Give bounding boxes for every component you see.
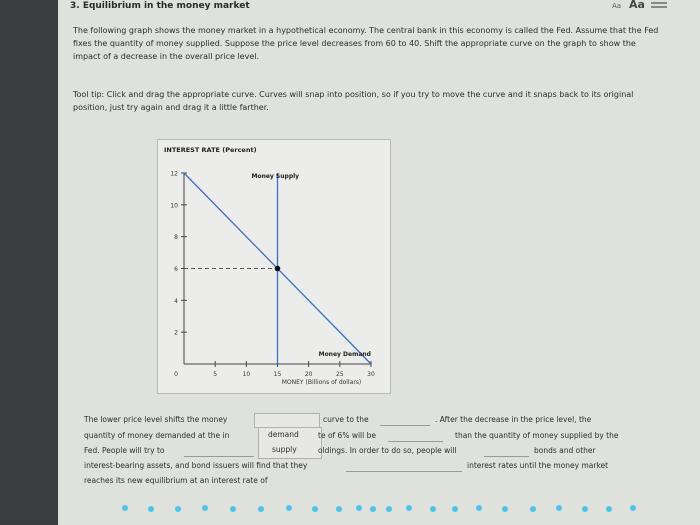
progress-dot	[336, 506, 342, 512]
fill-text-11: interest rates until the money market	[467, 461, 609, 470]
progress-dot	[312, 506, 318, 512]
progress-dot	[556, 505, 562, 511]
progress-dot	[230, 506, 236, 512]
fill-text-5: te of 6% will be	[318, 431, 376, 440]
progress-dot	[356, 505, 362, 511]
option-demand[interactable]: demand	[268, 430, 299, 439]
fill-text-12: reaches its new equilibrium at an interest rate of	[84, 476, 268, 485]
money-supply-label: Money Supply	[251, 173, 300, 180]
y-tick-label-6: 6	[174, 266, 178, 273]
y-tick-label-8: 8	[174, 234, 178, 242]
progress-dot	[630, 505, 636, 511]
progress-dot	[286, 505, 292, 511]
question-paragraph: The following graph shows the money market in a hypothetical economy. The central bank in this economy is called the Fed. Assume that the Fed fixes the quantity of money supplied. Suppose the price level decreases from 60 to 40. Shift the appropriate curve on the graph to show the impact of a decrease in the overall price level.	[73, 26, 659, 61]
progress-dot	[452, 506, 458, 512]
progress-dot	[530, 506, 536, 512]
progress-dot	[386, 506, 392, 512]
dropdown-shift-curve[interactable]	[254, 413, 320, 428]
x-axis-label: MONEY (Billions of dollars)	[281, 379, 362, 386]
progress-dot	[582, 506, 588, 512]
dropdown-holdings[interactable]	[184, 455, 254, 457]
y-tick-label-10: 10	[170, 202, 178, 210]
dropdown-direction[interactable]	[380, 424, 430, 426]
decrease-font-button[interactable]: Aa	[612, 2, 622, 10]
progress-dots	[0, 497, 700, 517]
progress-dot	[148, 506, 154, 512]
chart-svg	[158, 140, 390, 393]
fill-text-7: Fed. People will try to	[84, 446, 165, 455]
fill-text-3: . After the decrease in the price level, the	[435, 415, 592, 424]
menu-icon[interactable]	[651, 1, 667, 11]
x-tick-label-15: 15	[273, 371, 282, 378]
question-title: 3. Equilibrium in the money market	[70, 1, 250, 11]
tool-tip-paragraph: Tool tip: Click and drag the appropriate curve. Curves will snap into position, so if you try to move the curve and it snaps back to its original position, just try again and drag it a little farther.	[73, 90, 634, 112]
x-tick-label-25: 25	[336, 371, 344, 378]
progress-dot	[175, 506, 181, 512]
x-tick-label-20: 20	[304, 371, 313, 378]
progress-dot	[258, 506, 264, 512]
equilibrium-point	[275, 266, 281, 272]
fill-text-2: curve to the	[323, 415, 369, 424]
fill-text-10: interest-bearing assets, and bond issuers will find that they	[84, 461, 308, 470]
fill-text-1: The lower price level shifts the money	[84, 415, 228, 424]
y-axis-label: INTEREST RATE (Percent)	[164, 146, 257, 154]
dropdown-buy-sell[interactable]	[484, 455, 529, 457]
y-tick-label-4: 4	[174, 297, 178, 305]
progress-dot	[122, 505, 128, 511]
option-supply[interactable]: supply	[272, 445, 297, 454]
x-tick-label-5: 5	[213, 371, 218, 378]
increase-font-button[interactable]: Aa	[629, 0, 645, 11]
x-tick-label-10: 10	[242, 371, 251, 378]
fill-text-8: oldings. In order to do so, people will	[318, 446, 457, 455]
dropdown-open-options[interactable]	[258, 427, 322, 459]
money-market-graph	[157, 139, 391, 394]
progress-dot	[202, 505, 208, 511]
money-demand-label: Money Demand	[318, 351, 371, 358]
progress-dot	[406, 505, 412, 511]
dropdown-issuers[interactable]	[346, 470, 462, 472]
x-tick-label-0: 0	[174, 371, 178, 378]
fill-text-6: than the quantity of money supplied by the	[455, 431, 619, 440]
progress-dot	[430, 506, 436, 512]
y-tick-label-12: 12	[170, 170, 178, 178]
progress-dot	[370, 506, 376, 512]
fill-text-4: quantity of money demanded at the in	[84, 431, 230, 440]
progress-dot	[606, 506, 612, 512]
y-tick-label-2: 2	[174, 329, 178, 337]
dropdown-comparison[interactable]	[388, 440, 443, 442]
progress-dot	[476, 505, 482, 511]
progress-dot	[502, 506, 508, 512]
x-tick-label-30: 30	[367, 371, 375, 378]
fill-text-9: bonds and other	[534, 446, 596, 455]
